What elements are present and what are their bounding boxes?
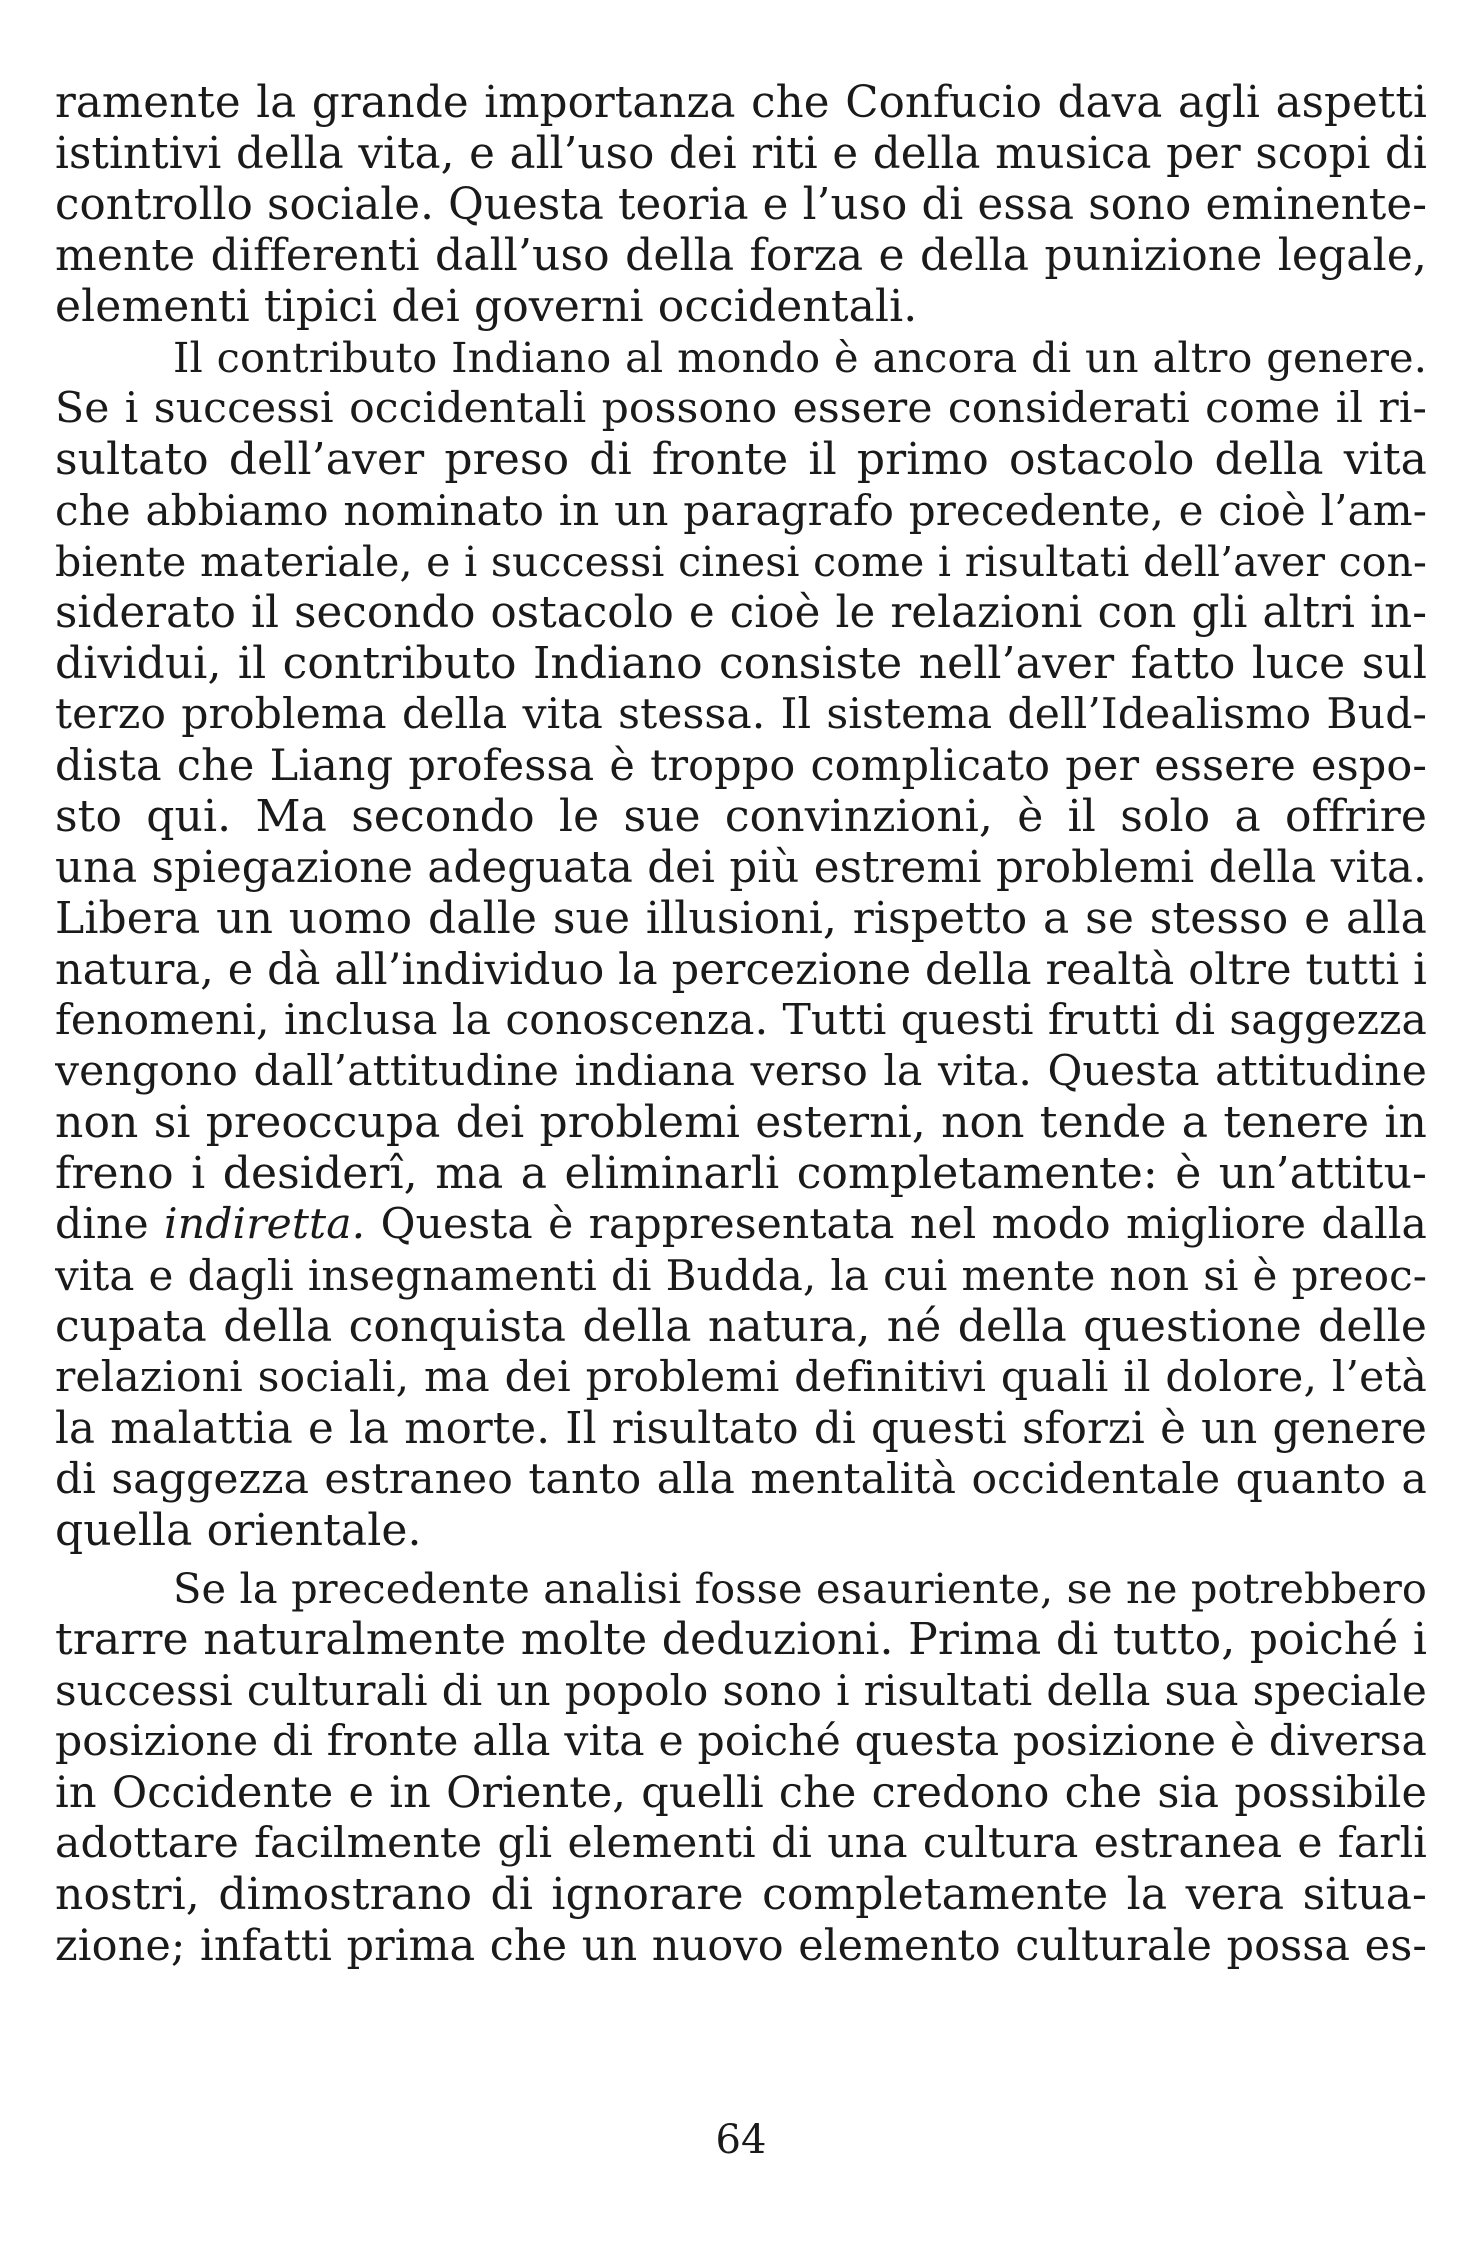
- text-line: dividui, il contributo Indiano consiste nell’aver fatto luce sul: [55, 639, 1427, 689]
- text-line: nostri, dimostrano di ignorare completamente la vera situa-: [55, 1870, 1427, 1920]
- text-line: successi culturali di un popolo sono i risultati della sua speciale: [55, 1666, 1427, 1715]
- text-line: elementi tipici dei governi occidentali.: [55, 282, 918, 332]
- text-line: una spiegazione adeguata dei più estremi problemi della vita.: [55, 843, 1427, 893]
- text-line: non si preoccupa dei problemi esterni, non tende a tenere in: [55, 1098, 1427, 1148]
- text-segment: Questa è rappresentata nel modo migliore dalla: [365, 1200, 1427, 1249]
- text-line: fenomeni, inclusa la conoscenza. Tutti questi frutti di saggezza: [55, 996, 1427, 1045]
- text-line: terzo problema della vita stessa. Il sistema dell’Idealismo Bud-: [55, 690, 1427, 739]
- text-line: istintivi della vita, e all’uso dei riti e della musica per scopi di: [55, 129, 1427, 179]
- text-line: di saggezza estraneo tanto alla mentalità occidentale quanto a: [55, 1455, 1427, 1504]
- text-line: dista che Liang professa è troppo complicato per essere espo-: [55, 741, 1427, 791]
- text-segment: dine: [55, 1200, 165, 1249]
- text-line: biente materiale, e i successi cinesi come i risultati dell’aver con-: [55, 538, 1427, 586]
- book-page: [55, 78, 1427, 2247]
- text-line: relazioni sociali, ma dei problemi definitivi quali il dolore, l’età: [55, 1353, 1427, 1402]
- page-number: 64: [715, 2117, 767, 2163]
- text-line: mente differenti dall’uso della forza e della punizione legale,: [55, 231, 1427, 281]
- text-line: Se i successi occidentali possono essere considerati come il ri-: [55, 384, 1427, 433]
- text-line: trarre naturalmente molte deduzioni. Prima di tutto, poiché i: [55, 1615, 1427, 1665]
- text-line: la malattia e la morte. Il risultato di questi sforzi è un genere: [55, 1404, 1427, 1454]
- text-line: in Occidente e in Oriente, quelli che credono che sia possibile: [55, 1768, 1427, 1818]
- text-line: natura, e dà all’individuo la percezione della realtà oltre tutti i: [55, 945, 1427, 995]
- text-line: controllo sociale. Questa teoria e l’uso di essa sono eminente-: [55, 180, 1427, 230]
- text-line: Libera un uomo dalle sue illusioni, rispetto a se stesso e alla: [55, 894, 1427, 944]
- text-line: vita e dagli insegnamenti di Budda, la cui mente non si è preoc-: [55, 1251, 1427, 1300]
- text-line: Il contributo Indiano al mondo è ancora di un altro genere.: [173, 333, 1427, 382]
- text-line: che abbiamo nominato in un paragrafo precedente, e cioè l’am-: [55, 486, 1427, 535]
- text-line: adottare facilmente gli elementi di una cultura estranea e farli: [55, 1819, 1427, 1868]
- text-line: cupata della conquista della natura, né della questione delle: [55, 1302, 1427, 1352]
- text-line: ramente la grande importanza che Confucio dava agli aspetti: [55, 78, 1427, 128]
- text-line: vengono dall’attitudine indiana verso la vita. Questa attitudine: [55, 1047, 1427, 1096]
- text-line: freno i desiderî, ma a eliminarli completamente: è un’attitu-: [55, 1149, 1427, 1199]
- text-line: sto qui. Ma secondo le sue convinzioni, è il solo a offrire: [55, 792, 1427, 842]
- text-line: Se la precedente analisi fosse esauriente, se ne potrebbero: [173, 1564, 1427, 1613]
- text-line: zione; infatti prima che un nuovo elemento culturale possa es-: [55, 1921, 1427, 1971]
- text-line-with-italic: [55, 1200, 1427, 1250]
- italic-word: indiretta.: [164, 1200, 366, 1249]
- text-line: posizione di fronte alla vita e poiché questa posizione è diversa: [55, 1717, 1427, 1766]
- text-line: quella orientale.: [55, 1506, 422, 1556]
- text-line: siderato il secondo ostacolo e cioè le relazioni con gli altri in-: [55, 588, 1427, 638]
- text-line: sultato dell’aver preso di fronte il primo ostacolo della vita: [55, 435, 1427, 485]
